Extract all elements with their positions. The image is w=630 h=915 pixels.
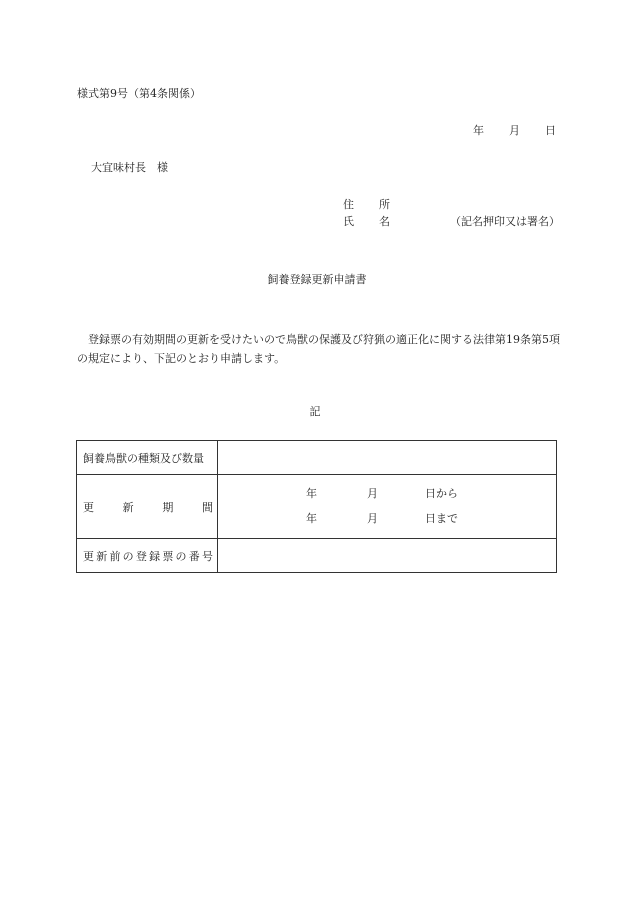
period-to-day: 日まで bbox=[425, 512, 458, 525]
date-year-label: 年 bbox=[473, 124, 484, 137]
name-label-2: 名 bbox=[379, 215, 390, 228]
renewal-period-label bbox=[77, 475, 218, 539]
form-number: 様式第9号（第4条関係） bbox=[77, 87, 201, 100]
previous-registration-number-label bbox=[77, 539, 218, 573]
prev-number-char: 新 bbox=[96, 549, 108, 563]
prev-number-char: 登 bbox=[135, 549, 147, 563]
table-row bbox=[77, 539, 557, 573]
prev-number-char: の bbox=[122, 549, 134, 563]
body-text: 登録票の有効期間の更新を受けたいので鳥獣の保護及び狩猟の適正化に関する法律第19条第5項の規定により、下記のとおり申請します。 bbox=[77, 333, 560, 365]
signature-note: （記名押印又は署名） bbox=[450, 215, 560, 228]
previous-registration-number-value[interactable] bbox=[218, 539, 557, 573]
prev-number-char: 番 bbox=[188, 549, 200, 563]
document-title: 飼養登録更新申請書 bbox=[267, 273, 367, 286]
prev-number-char: 更 bbox=[83, 549, 94, 563]
prev-number-char: 前 bbox=[109, 549, 121, 563]
application-table bbox=[76, 440, 557, 573]
renewal-period-char: 新 bbox=[122, 500, 134, 514]
renewal-period-char: 期 bbox=[162, 500, 174, 514]
period-from-day: 日から bbox=[425, 487, 458, 500]
species-quantity-label: 飼養鳥獣の種類及び数量 bbox=[77, 441, 218, 475]
date-day-label: 日 bbox=[545, 124, 556, 137]
address-label-1: 住 bbox=[343, 198, 354, 211]
ki-heading: 記 bbox=[309, 405, 321, 418]
applicant-block bbox=[343, 198, 558, 232]
period-to-year: 年 bbox=[306, 512, 317, 525]
renewal-period-value[interactable] bbox=[218, 475, 557, 539]
renewal-period-char: 間 bbox=[201, 500, 213, 514]
addressee: 大宜味村長 様 bbox=[91, 161, 168, 174]
table-row bbox=[77, 475, 557, 539]
period-to-line bbox=[306, 512, 556, 526]
prev-number-char: 号 bbox=[201, 549, 213, 563]
period-from-month: 月 bbox=[367, 487, 378, 500]
prev-number-char: 票 bbox=[162, 549, 174, 563]
period-from-line bbox=[306, 487, 556, 501]
name-label-1: 氏 bbox=[343, 215, 354, 228]
name-row bbox=[343, 215, 558, 232]
species-quantity-value[interactable] bbox=[218, 441, 557, 475]
prev-number-char: の bbox=[175, 549, 187, 563]
period-from-year: 年 bbox=[306, 487, 317, 500]
address-row bbox=[343, 198, 558, 215]
date-month-label: 月 bbox=[509, 124, 520, 137]
period-to-month: 月 bbox=[367, 512, 378, 525]
prev-number-char: 録 bbox=[149, 549, 161, 563]
date-line bbox=[473, 124, 556, 138]
renewal-period-char: 更 bbox=[83, 500, 94, 514]
address-label-2: 所 bbox=[379, 198, 390, 211]
table-row bbox=[77, 441, 557, 475]
